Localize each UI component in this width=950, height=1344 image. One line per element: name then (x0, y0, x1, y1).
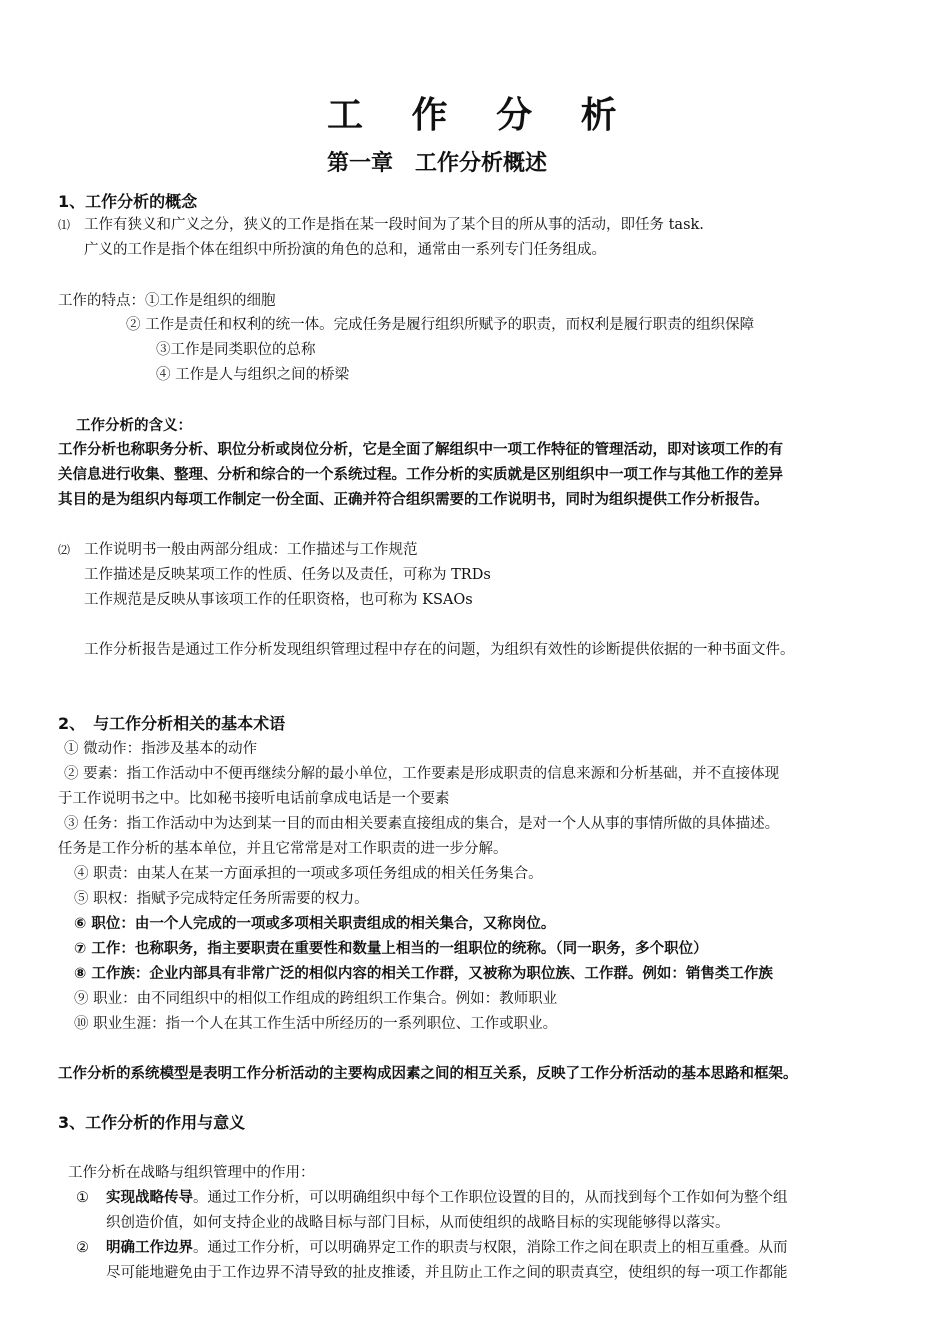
list-item-text: 。通过工作分析，可以明确组织中每个工作职位设置的目的，从而找到每个工作如何为整个组 (193, 1190, 788, 1206)
term-item: ② 要素：指工作活动中不便再继续分解的最小单位，工作要素是形成职责的信息来源和分析基础，并不直接体现 (64, 766, 780, 782)
system-model-statement: 工作分析的系统模型是表明工作分析活动的主要构成因素之间的相互关系，反映了工作分析活动的基本思路和框架。 (58, 1066, 798, 1082)
section-2-heading: 2、 与工作分析相关的基本术语 (58, 714, 286, 733)
list-item-line: 尽可能地避免由于工作边界不清导致的扯皮推诿，并且防止工作之间的职责真空，使组织的每一项工作都能 (106, 1265, 788, 1281)
term-item: ③ 任务：指工作活动中为达到某一目的而由相关要素直接组成的集合，是对一个人从事的事情所做的具体描述。 (64, 816, 780, 832)
list-item-keyword: 实现战略传导 (106, 1190, 193, 1206)
term-item-continued: 于工作说明书之中。比如秘书接听电话前拿成电话是一个要素 (58, 791, 450, 807)
meaning-label: 工作分析的含义： (76, 418, 192, 434)
meaning-line: 关信息进行收集、整理、分析和综合的一个系统过程。工作分析的实质就是区别组织中一项工作与其他工作的差异 (58, 467, 783, 483)
list-marker: ② (76, 1240, 89, 1256)
term-item: ⑨ 职业：由不同组织中的相似工作组成的跨组织工作集合。例如：教师职业 (74, 991, 558, 1007)
meaning-line: 其目的是为组织内每项工作制定一份全面、正确并符合组织需要的工作说明书，同时为组织提供工作分析报告。 (58, 492, 769, 508)
paragraph-2-marker: ⑵ (58, 543, 71, 557)
paragraph-2-line: 工作描述是反映某项工作的性质、任务以及责任，可称为 TRDs (84, 567, 491, 583)
list-marker: ① (76, 1190, 89, 1206)
term-item: ⑧ 工作族：企业内部具有非常广泛的相似内容的相关工作群，又被称为职位族、工作群。例如：销售类工作族 (74, 966, 773, 982)
work-feature-item: ③工作是同类职位的总称 (156, 342, 316, 358)
term-item: ⑦ 工作：也称职务，指主要职责在重要性和数量上相当的一组职位的统称。（同一职务，多个职位） (74, 941, 708, 957)
term-item: ④ 职责：由某人在某一方面承担的一项或多项任务组成的相关任务集合。 (74, 866, 543, 882)
paragraph-1-line: 工作有狭义和广义之分，狭义的工作是指在某一段时间为了某个目的所从事的活动，即任务 task. (84, 217, 704, 233)
role-label: 工作分析在战略与组织管理中的作用： (68, 1165, 315, 1181)
section-3-heading: 3、工作分析的作用与意义 (58, 1113, 246, 1132)
paragraph-1-marker: ⑴ (58, 218, 71, 232)
work-features-lead: 工作的特点：①工作是组织的细胞 (58, 293, 276, 309)
paragraph-2-line: 工作规范是反映从事该项工作的任职资格，也可称为 KSAOs (84, 592, 473, 608)
list-item-keyword: 明确工作边界 (106, 1240, 193, 1256)
work-feature-item: ② 工作是责任和权利的统一体。完成任务是履行组织所赋予的职责，而权利是履行职责的组织保障 (126, 317, 755, 333)
list-item-text: 。通过工作分析，可以明确界定工作的职责与权限，消除工作之间在职责上的相互重叠。从而 (193, 1240, 788, 1256)
term-item: ⑤ 职权：指赋予完成特定任务所需要的权力。 (74, 891, 369, 907)
term-item: ⑥ 职位：由一个人完成的一项或多项相关职责组成的相关集合，又称岗位。 (74, 916, 556, 932)
work-feature-item: ④ 工作是人与组织之间的桥梁 (156, 367, 350, 383)
list-item-line: 织创造价值，如何支持企业的战略目标与部门目标，从而使组织的战略目标的实现能够得以落实。 (106, 1215, 730, 1231)
paragraph-2-line: 工作说明书一般由两部分组成：工作描述与工作规范 (84, 542, 418, 558)
chapter-heading: 第一章 工作分析概述 (327, 151, 548, 176)
paragraph-1-line: 广义的工作是指个体在组织中所扮演的角色的总和，通常由一系列专门任务组成。 (84, 242, 606, 258)
page-title: 工 作 分 析 (327, 95, 635, 136)
meaning-line: 工作分析也称职务分析、职位分析或岗位分析，它是全面了解组织中一项工作特征的管理活动，即对该项工作的有 (58, 442, 783, 458)
list-item-line (106, 1189, 788, 1207)
report-definition: 工作分析报告是通过工作分析发现组织管理过程中存在的问题，为组织有效性的诊断提供依据的一种书面文件。 (84, 642, 795, 658)
section-1-heading: 1、工作分析的概念 (58, 192, 198, 211)
list-item-line (106, 1239, 788, 1257)
term-item-continued: 任务是工作分析的基本单位，并且它常常是对工作职责的进一步分解。 (58, 841, 508, 857)
term-item: ⑩ 职业生涯：指一个人在其工作生活中所经历的一系列职位、工作或职业。 (74, 1016, 558, 1032)
term-item: ① 微动作：指涉及基本的动作 (64, 741, 258, 757)
